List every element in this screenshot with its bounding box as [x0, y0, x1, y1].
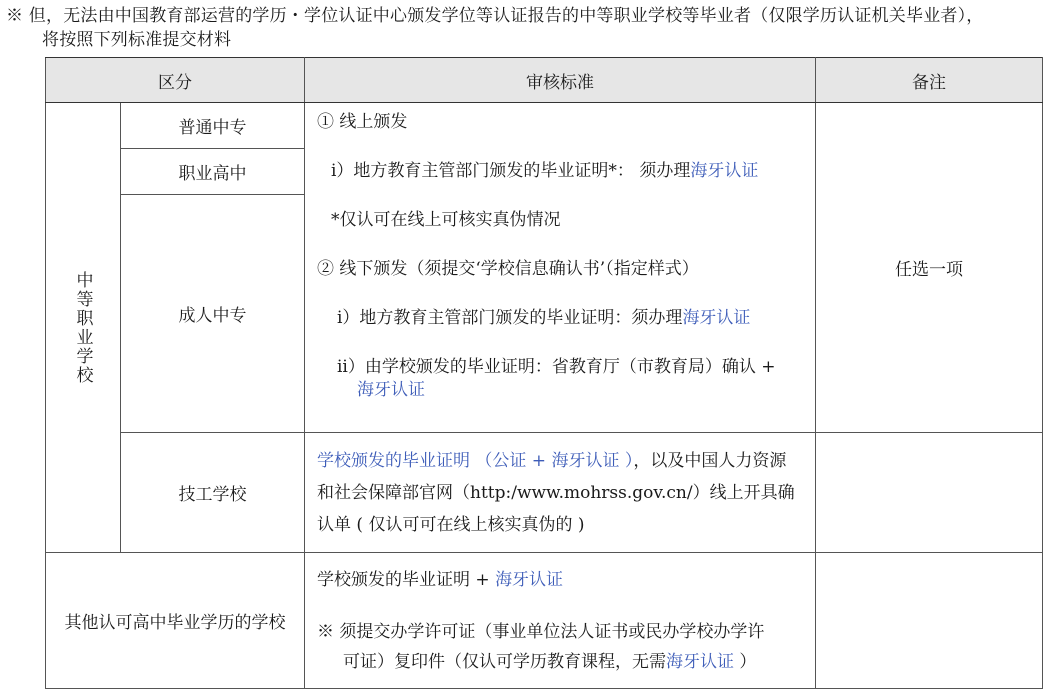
header-remarks: 备注: [816, 58, 1043, 103]
haiya-link: 海牙认证: [495, 569, 564, 590]
sub-technical: 技工学校: [121, 433, 305, 553]
table-row: [46, 433, 1043, 553]
other-line-1: 学校颁发的毕业证明 + 海牙认证: [317, 569, 564, 590]
table-row: [46, 553, 1043, 689]
notice-text: [6, 4, 1046, 52]
offline-title: ② 线下颁发（须提交‘学校信息确认书’（指定样式）: [317, 259, 699, 279]
other-line-3: 可证）复印件（仅认可学历教育课程，无需海牙认证 ）: [343, 651, 757, 672]
sub-other: 其他认可高中毕业学历的学校: [46, 553, 305, 689]
criteria-table: [45, 57, 1043, 689]
group-label: 中等职业学校: [72, 270, 93, 385]
tech-rest-text: ，以及中国人力资源和社会保障部官网（http:/www.mohrss.gov.cn/）线上开具确认单 ( 仅认可可在线上核实真伪的 ): [317, 450, 795, 535]
header-category: 区分: [46, 58, 305, 103]
remark-cell-other: [816, 553, 1043, 689]
haiya-link: 海牙认证: [357, 380, 425, 400]
remark-cell-tech: [816, 433, 1043, 553]
table-row: [46, 103, 1043, 149]
online-note: *仅认可在线上可核实真伪情况: [331, 210, 561, 230]
sub-adult: 成人中专: [121, 195, 305, 433]
haiya-link: 海牙认证: [666, 651, 734, 672]
online-title: ① 线上颁发: [317, 112, 408, 132]
notice-line-1: ※ 但，无法由中国教育部运营的学历・学位认证中心颁发学位等认证报告的中等职业学校等毕业者（仅限学历认证机关毕业者），: [6, 6, 984, 26]
header-standard: 审核标准: [305, 58, 816, 103]
remark-cell-1: 任选一项: [816, 103, 1043, 433]
standard-cell-1: [305, 103, 816, 433]
offline-item-ii: ii）由学校颁发的毕业证明：省教育厅（市教育局）确认 +: [337, 357, 776, 377]
offline-item-i: i）地方教育主管部门颁发的毕业证明：须办理海牙认证: [337, 308, 751, 328]
notice-line-2: 将按照下列标准提交材料: [42, 30, 232, 50]
table-header-row: [46, 58, 1043, 103]
sub-general: 普通中专: [121, 103, 305, 149]
haiya-link: 海牙认证: [682, 308, 751, 328]
group-cell: [46, 103, 121, 553]
tech-blue-text: 学校颁发的毕业证明 （公证 + 海牙认证 ）: [317, 450, 634, 471]
sub-vocational-high: 职业高中: [121, 149, 305, 195]
offline-item-ii-cont: [317, 379, 803, 402]
standard-cell-other: [305, 553, 816, 689]
standard-cell-tech: [305, 433, 816, 553]
online-item-i: i）地方教育主管部门颁发的毕业证明*： 须办理海牙认证: [331, 161, 759, 181]
other-line-2: ※ 须提交办学许可证（事业单位法人证书或民办学校办学许: [317, 621, 765, 642]
haiya-link: 海牙认证: [690, 161, 759, 181]
